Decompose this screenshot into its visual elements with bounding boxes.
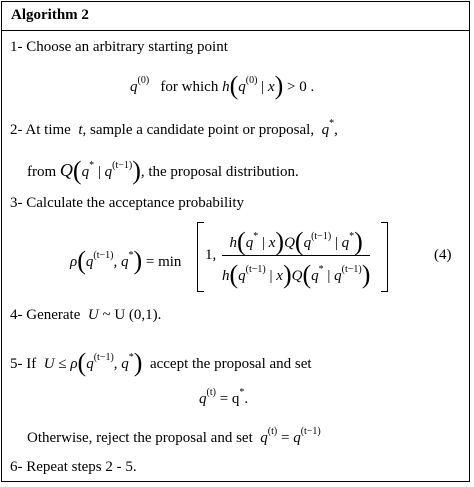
algorithm-title: Algorithm 2: [11, 7, 89, 23]
step3-lhs: $\rho(q^{(t-1)}$, q*) = min: [70, 246, 182, 275]
step5-otherwise: Otherwise, reject the proposal and set $q^{(t)} = q^{(t-1)}$: [27, 426, 321, 446]
step2-text: 2- At time t, sample a candidate point or proposal, q*,: [10, 118, 338, 138]
step5-assign: $q^{(t)} = q^*$.: [199, 387, 249, 407]
step3-fraction: $\frac{h(q^* | x)Q(q^{(t-1)} | q^*)}{h(q^{(t-1)} | x)Q(q^* | q^{(t-1)})}$: [222, 227, 371, 289]
step1-formula: $q^{(0)}$ for which $h(q^{(0)}$ | x) > 0 .: [130, 71, 315, 100]
step1-text: 1- Choose an arbitrary starting point: [10, 39, 228, 55]
step4-text: 4- Generate U ~ U (0,1).: [10, 307, 162, 323]
left-bracket: [197, 222, 204, 292]
equation-number: (4): [434, 247, 452, 263]
right-bracket: [381, 222, 388, 292]
step3-one: 1,: [205, 247, 217, 263]
step3-text: 3- Calculate the acceptance probability: [10, 195, 245, 211]
step6-text: 6- Repeat steps 2 - 5.: [10, 459, 137, 475]
algorithm-header: [2, 2, 469, 31]
step2-from: from Q(q* | $q^{(t-1)}$), the proposal distribution.: [27, 156, 299, 185]
step5-text: 5- If $U \le \rho(q^{(t-1)}$, q*) accept the proposal and set: [10, 348, 312, 377]
